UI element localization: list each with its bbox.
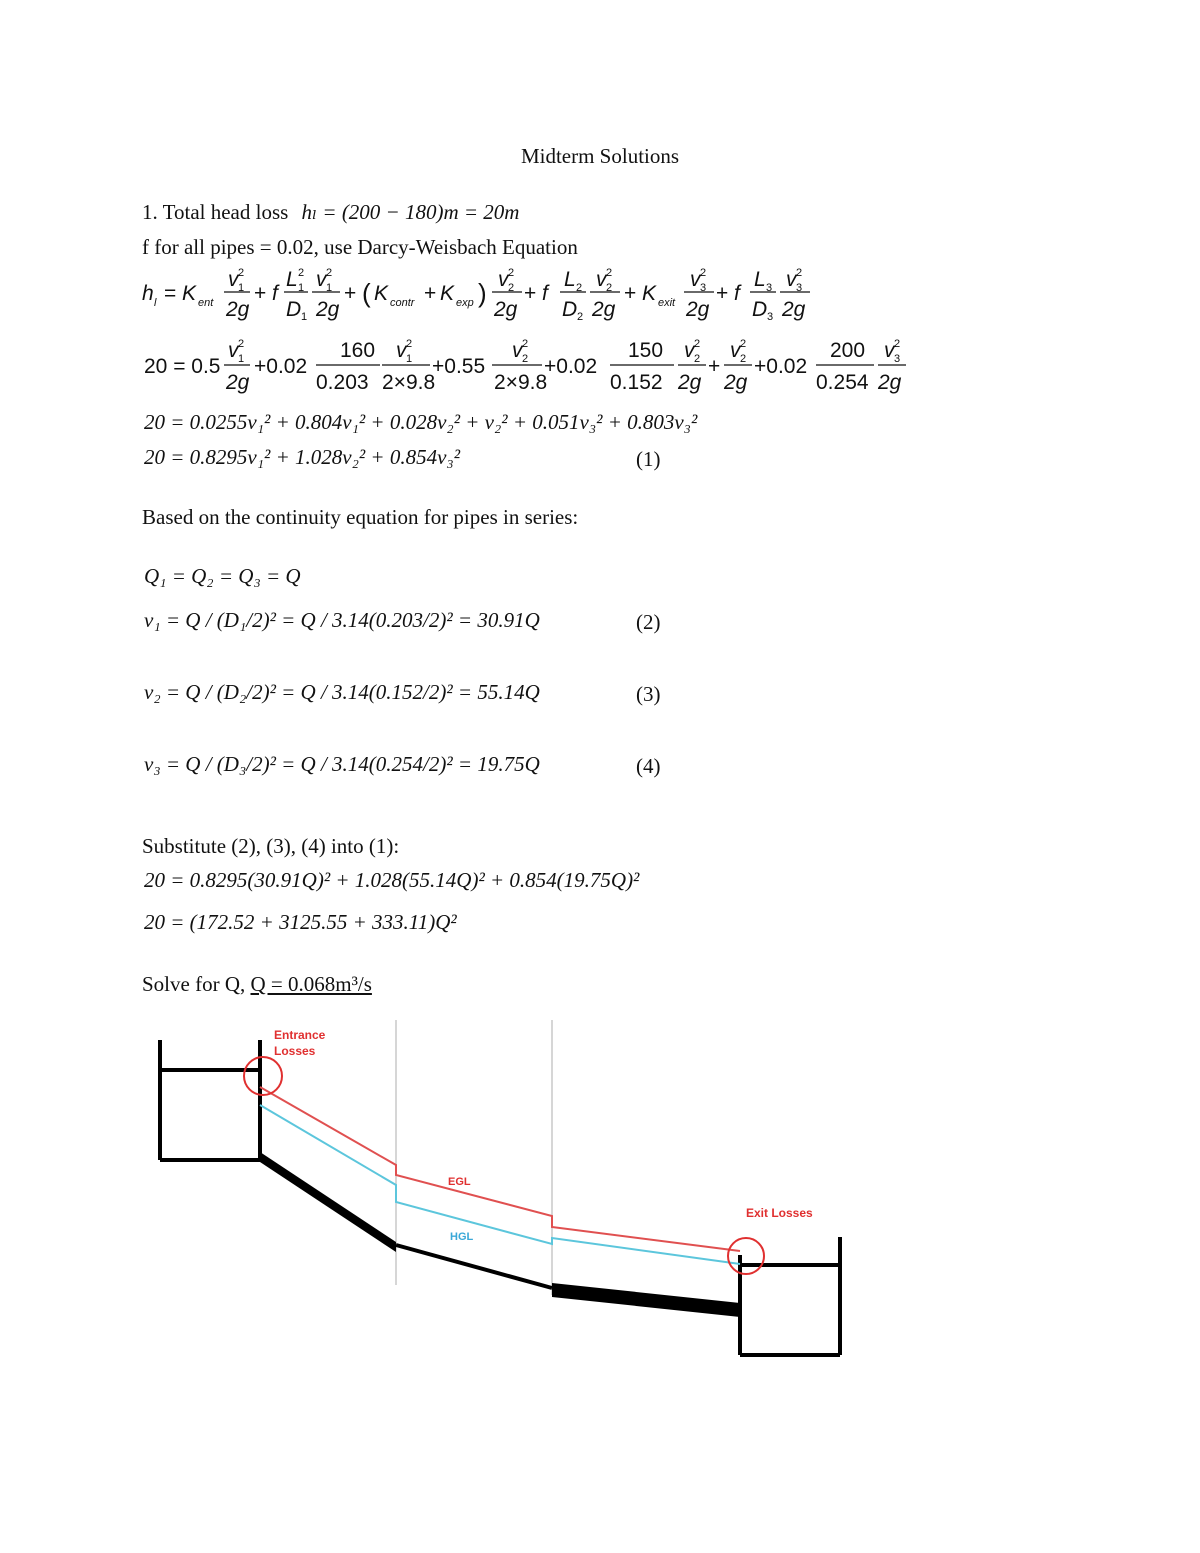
problem-intro [142,202,519,223]
svg-text:+: + [254,282,267,305]
headloss-equation: hₗ = (200 − 180)m = 20m [301,200,520,224]
svg-text:3: 3 [700,282,707,294]
svg-text:f: f [272,282,278,305]
svg-text:2g: 2g [226,298,250,321]
svg-text:K: K [182,282,197,305]
svg-text:v: v [596,268,607,291]
svg-text:2: 2 [577,311,584,323]
equation-3-label: (3) [636,682,661,706]
svg-text:2: 2 [576,282,583,294]
downstream-reservoir [740,1237,840,1355]
svg-text:150: 150 [628,339,664,362]
svg-text:f: f [734,282,740,305]
egl-label: EGL [448,1176,471,1188]
egl-hgl-diagram [150,1015,880,1365]
flow-equality: Q₁ = Q₂ = Q₃ = Q [144,564,301,588]
svg-text:v: v [690,268,701,291]
velocity-3-equation: v₃ = Q / (D₃/2)² = Q / 3.14(0.254/2)² = 19.75Q [144,752,540,776]
substituted-equation [140,335,920,400]
svg-text:h: h [142,282,154,305]
svg-text:2g: 2g [724,371,748,394]
svg-text:3: 3 [767,311,774,323]
svg-text:+0.02: +0.02 [254,355,308,378]
svg-text:1: 1 [238,282,245,294]
svg-text:+: + [716,282,729,305]
simplified-equation: 20 = 0.8295v₁² + 1.028v₂² + 0.854v₃² [144,445,461,469]
svg-text:1: 1 [301,311,308,323]
svg-text:2: 2 [740,338,747,350]
pipe-system [260,1152,740,1317]
svg-text:2: 2 [740,353,747,365]
svg-text:2g: 2g [878,371,902,394]
svg-text:2g: 2g [678,371,702,394]
equation-4-label: (4) [636,754,661,778]
svg-text:2: 2 [298,267,305,279]
svg-text:+: + [344,282,357,305]
svg-text:+0.02: +0.02 [544,355,598,378]
svg-text:20 = 0.5: 20 = 0.5 [144,355,221,378]
svg-text:L: L [286,268,298,291]
svg-text:2: 2 [606,282,613,294]
svg-text:2: 2 [508,267,515,279]
svg-text:2: 2 [406,338,413,350]
entrance-label-line-2: Losses [274,1044,316,1058]
svg-text:v: v [396,339,407,362]
svg-text:v: v [786,268,797,291]
svg-text:2: 2 [606,267,613,279]
darcy-weisbach-equation [140,260,840,330]
equation-2-label: (2) [636,610,661,634]
velocity-2-equation: v₂ = Q / (D₂/2)² = Q / 3.14(0.152/2)² = 55.14Q [144,680,540,704]
svg-text:3: 3 [894,353,901,365]
svg-text:+0.02: +0.02 [754,355,808,378]
svg-text:2: 2 [508,282,515,294]
svg-text:v: v [730,339,741,362]
solution-line [142,974,372,995]
exit-losses-label: Exit Losses [746,1206,813,1220]
hgl-label: HGL [450,1231,474,1243]
entrance-label-line-1: Entrance [274,1028,326,1042]
svg-text:v: v [228,268,239,291]
expanded-equation: 20 = 0.0255v₁² + 0.804v₁² + 0.028v₂² + v₂² + 0.051v₃² + 0.803v₃² [144,410,698,434]
svg-text:K: K [374,282,389,305]
svg-text:2g: 2g [782,298,806,321]
svg-text:1: 1 [238,353,245,365]
svg-text:0.152: 0.152 [610,371,663,394]
substitute-heading: Substitute (2), (3), (4) into (1): [142,834,400,858]
svg-text:(: ( [362,278,371,308]
svg-text:v: v [684,339,695,362]
problem-intro-text: 1. Total head loss [142,200,289,224]
svg-text:2g: 2g [316,298,340,321]
svg-text:2: 2 [796,267,803,279]
upstream-reservoir [160,1040,260,1160]
page-title: Midterm Solutions [520,144,680,168]
svg-text:2: 2 [522,353,529,365]
svg-text:2: 2 [700,267,707,279]
summed-q-equation: 20 = (172.52 + 3125.55 + 333.11)Q² [144,910,457,934]
svg-text:D: D [752,298,768,321]
svg-text:0.254: 0.254 [816,371,869,394]
solution-answer: Q = 0.068m³/s [250,972,372,996]
svg-text:+: + [524,282,537,305]
svg-text:2: 2 [238,267,245,279]
svg-text:2×9.8: 2×9.8 [382,371,436,394]
svg-text:=: = [164,282,177,305]
svg-text:2×9.8: 2×9.8 [494,371,548,394]
svg-text:v: v [228,339,239,362]
velocity-1-equation: v₁ = Q / (D₁/2)² = Q / 3.14(0.203/2)² = 30.91Q [144,608,540,632]
svg-text:v: v [316,268,327,291]
svg-text:+: + [708,355,721,378]
svg-text:1: 1 [406,353,413,365]
svg-text:+0.55: +0.55 [432,355,486,378]
solution-prefix: Solve for Q, [142,972,251,996]
svg-text:K: K [440,282,455,305]
svg-text:2g: 2g [592,298,616,321]
svg-text:2: 2 [326,267,333,279]
svg-text:2: 2 [694,353,701,365]
svg-text:D: D [562,298,578,321]
svg-text:3: 3 [766,282,773,294]
egl-line [260,1087,740,1251]
svg-text:): ) [478,278,487,308]
svg-text:exit: exit [658,297,676,309]
svg-text:v: v [884,339,895,362]
svg-text:ent: ent [198,297,214,309]
svg-text:+: + [624,282,637,305]
svg-text:160: 160 [340,339,376,362]
svg-text:2g: 2g [226,371,250,394]
svg-text:0.203: 0.203 [316,371,369,394]
exit-loss-circle [728,1238,764,1274]
svg-text:K: K [642,282,657,305]
svg-text:2: 2 [894,338,901,350]
svg-text:2: 2 [694,338,701,350]
svg-text:l: l [154,297,157,309]
svg-text:L: L [564,268,576,291]
svg-text:v: v [498,268,509,291]
svg-text:2: 2 [522,338,529,350]
continuity-heading: Based on the continuity equation for pipes in series: [142,505,579,529]
svg-text:2: 2 [238,338,245,350]
svg-text:f: f [542,282,548,305]
svg-text:3: 3 [796,282,803,294]
svg-text:v: v [512,339,523,362]
svg-text:L: L [754,268,766,291]
svg-text:exp: exp [456,297,474,309]
svg-text:2g: 2g [494,298,518,321]
svg-text:D: D [286,298,302,321]
svg-text:2g: 2g [686,298,710,321]
equation-1-label: (1) [636,447,661,471]
svg-text:contr: contr [390,297,415,309]
svg-text:200: 200 [830,339,866,362]
svg-text:1: 1 [298,282,305,294]
svg-text:1: 1 [326,282,333,294]
substituted-q-equation: 20 = 0.8295(30.91Q)² + 1.028(55.14Q)² + 0.854(19.75Q)² [144,868,640,892]
svg-text:+: + [424,282,437,305]
friction-factor-line: f for all pipes = 0.02, use Darcy-Weisbach Equation [142,235,578,259]
